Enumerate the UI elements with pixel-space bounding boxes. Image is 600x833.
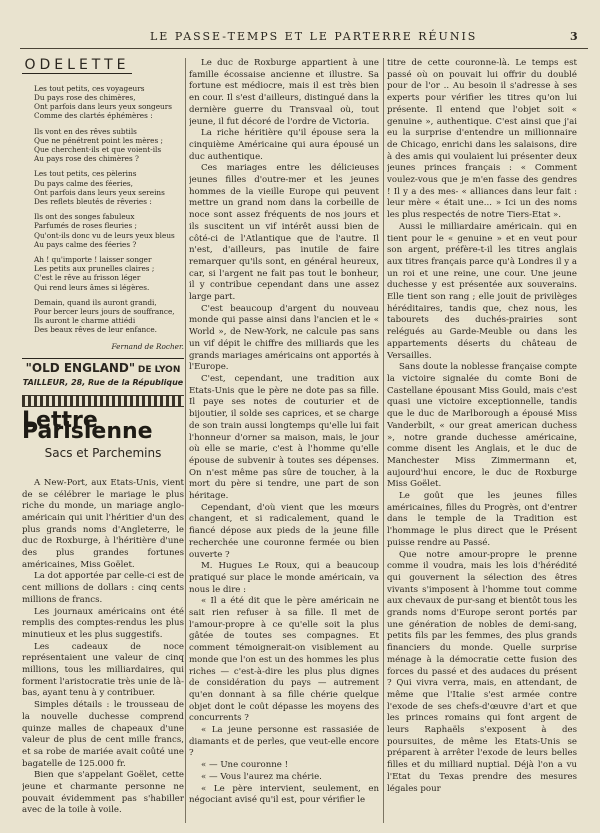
paragraph: C'est, cependant, une tradition aux Etats-Unis que le père ne dote pas sa fille. Il paye ses notes de couturier et de bijoutier, il solde ses caprices, et se charge de son train aussi longtemps qu'elle lui fait l'honneur d'orner sa maison, mais, le jour où elle se marie, c'est à l'homme qu'elle épouse de subvenir à toutes ses dépenses. On n'est même pas sûre de toucher, à la mort du père si tendre, une part de son héritage. [189,373,379,502]
poem-stanza [34,127,184,164]
ad-address: TAILLEUR, 28, Rue de la République [22,377,184,387]
poem-line: Qui rend leurs âmes si légères. [34,282,150,292]
header-rule [20,48,588,49]
ad-name: "OLD ENGLAND" [25,361,136,376]
poem-line: Ils auront le charme attiédi [34,316,136,326]
poem-title: ODELETTE [22,60,132,74]
paragraph: Le goût que les jeunes filles américaines, filles du Progrès, ont d'entrer dans le temple de la Tradition est l'hommage le plus direct que le Présent puisse rendre au Passé. [387,491,577,548]
paragraph: Les cadeaux de noce représentaient une valeur de cinq millions, tous les milliardaires, qui forment l'aristocratie très unie de là-bas, ayant tenu à y contribuer. [22,641,184,699]
paragraph: Les journaux américains ont été remplis des comptes-rendus les plus minutieux et les plus suggestifs. [22,606,184,640]
poem-line: Pour bercer leurs jours de souffrance, [34,306,175,316]
paragraph: « La jeune personne est rassasiée de diamants et de perles, que veut-elle encore ? [189,725,379,759]
paragraph: A New-Port, aux Etats-Unis, vient de se célébrer le mariage le plus riche du monde, un mariage anglo-américain qui unit l'héritier d'un des plus grands noms d'Angleterre, le duc de Roxburge, à l'héritière d'une des plus grandes fortunes américaines, Miss Goëlet. [22,477,184,570]
poem-stanza [34,255,184,292]
newspaper-title: LE PASSE-TEMPS ET LE PARTERRE RÉUNIS [150,30,478,43]
poem-line: Au pays rose des chimères ? [34,154,139,164]
poem-stanza [34,84,184,121]
poem-line: Au pays calme des féeries ? [34,239,137,249]
paragraph: « — Une couronne ! [201,760,289,771]
poem-line: Des reflets bleutés de rêveries : [34,196,152,206]
paragraph: « Le père intervient, seulement, en négociant avisé qu'il est, pour vérifier le [189,783,379,806]
poem-line: Que cherchent-ils et que voient-ils [34,144,162,154]
poem-line: Que ne pénétrent point les mères ; [34,135,163,145]
paragraph: La dot apportée par celle-ci est de cent millions de dollars : cinq cents millions de francs. [22,571,184,605]
poem-line: Du pays calme des féeries, [34,178,133,188]
paragraph: « Il a été dit que le père américain ne sait rien refuser à sa fille. Il met de l'amour-propre à ce qu'elle soit la plus gâtée de toutes ses compagnes. Et comment témoignerait-on visiblement au monde que l'on est un des hommes les plus riches — c'est-à-dire les plus plus dignes de considération du pays — autrement qu'en donnant à sa fille chérie quelque objet dont le coût dépasse les moyens des concurrents ? [189,596,379,724]
paragraph: Sans doute la noblesse française compte la victoire signalée du comte Boni de Castellane épousant Miss Gould, mais c'est quasi une victoire exceptionnelle, tandis que le duc de Marlborough a épousé Miss Vanderbilt, « our great american duchess », notre grande duchesse américaine, comme disent les Anglais, et le duc de Manchester Miss Zimmermann et, aujourd'hui encore, le duc de Roxburge Miss Goëlet. [387,362,577,490]
poem-line: Ils vont en des rêves subtils [34,126,137,136]
paragraph: C'est beaucoup d'argent du nouveau monde qui passe ainsi dans l'ancien et le « World », de New-York, ne calcule pas sans un vif dépit le chiffre des milliards que les grands mariages américains ont apportés à l'Europe. [189,303,379,373]
paragraph: Cependant, d'où vient que les mœurs changent, et si radicalement, quand le fiancé dépose aux pieds de la jeune fille recherchée une couronne fermée ou bien ouverte ? [189,502,379,560]
column-3 [387,58,577,828]
paragraph: M. Hugues Le Roux, qui a beaucoup pratiqué sur place le monde américain, va nous le dire : [189,561,379,595]
poem-stanza [34,169,184,206]
poem-line: Ont parfois dans leurs yeux sereins [34,187,165,197]
poem-stanza [34,212,184,249]
poem-line: C'est le rêve au frisson léger [34,273,141,283]
column-divider [185,58,186,823]
page-number: 3 [570,30,578,43]
paragraph: Que notre amour-propre le prenne comme il voudra, mais les lois d'hérédité qui gouvernent la sélection des êtres vivants s'imposent à l'homme tout comme aux chevaux de pur-sang et bientôt tous les grands noms d'Europe seront portés par une génération de nobles de demi-sang, petits fils par les femmes, des plus grands financiers du monde. Quelle surprise ménage à la démocratie cette fusion des forces du passé et des audaces du présent ? Qui vivra verra, mais, en attendant, de même que l'Italie s'est armée contre l'exode de ses chefs-d'œuvre d'art et que les princes romains qui font argent de leurs Raphaëls s'exposent à des poursuites, de même les Etats-Unis se préparent à arrêter l'exode de leurs belles filles et du milliard nuptial. Déjà l'on a vu l'Etat du Texas prendre des mesures légales pour [387,549,577,794]
paragraph: Le duc de Roxburge appartient à une famille écossaise ancienne et illustre. Sa fortune est médiocre, mais il est très bien en cour. Il s'est d'ailleurs, distingué dans la dernière guerre du Transvaal où, tout jeune, il fut décoré de l'ordre de Victoria. [189,58,379,127]
article-text-col1 [22,478,184,817]
poem-line: Demain, quand ils auront grandi, [34,297,157,307]
paragraph: La riche héritière qu'il épouse sera la cinquième Américaine qui aura épousé un duc authentique. [189,128,379,162]
poem-line: Qu'ont-ils donc vu de leurs yeux bleus [34,230,175,240]
poem-line: Des beaux rêves de leur enfance. [34,325,157,335]
paragraph: « — Vous l'aurez ma chérie. [201,771,322,782]
poem-line: Comme des clartés éphémères : [34,111,153,121]
ad-city: DE LYON [137,365,181,376]
column-divider [383,58,384,823]
poem-line: Du pays rose des chimères, [34,92,136,102]
poem-stanza [34,298,184,335]
paragraph: Simples détails : le trousseau de la nouvelle duchesse comprend quinze malles de chapeaux d'une valeur de plus de cent mille francs, et sa robe de mariée avait coûté une bagatelle de 125.000 fr. [22,700,184,769]
paragraph: titre de cette couronne-là. Le temps est passé où on pouvait lui offrir du doublé pour de l'or .. Au besoin il s'adresse à ses experts pour vérifier les titres qu'on lui présente. Il entend que l'objet soit « genuine », authentique. C'est ainsi que j'ai eu la surprise d'entendre un millionnaire de Chicago, enrichi dans les salaisons, dire à des amis qui voulaient lui présenter deux jeunes princes français : « Comment voulez-vous que je m'en fasse des gendres ! Il y a des mes- « alliances dans leur fait : leur mère « était une... » Ici un des noms les plus respectés de notre Tiers-Etat ». [387,58,577,221]
poem-body [22,84,184,335]
poem-line: Parfumés de roses fleuries ; [34,221,137,231]
poem-line: Les tout petits, ces pèlerins [34,169,137,179]
poem-line: Ont parfois dans leurs yeux songeurs [34,102,172,112]
poem-line: Ils ont des songes fabuleux [34,212,135,222]
column-2 [189,58,379,828]
article-title: Lettre Parisienne [22,407,153,445]
paragraph: Ces mariages entre les délicieuses jeunes filles d'outre-mer et les jeunes hommes de la vieille Europe qui peuvent mettre un grand nom dans la corbeille de noce sont assez fréquents de nos jours et ils suscitent un vif intérêt aussi bien de côté-ci de l'Atlantique que de l'autre. Il n'est, d'ailleurs, pas inutile de faire remarquer qu'ils sont, en général heureux, car, si l'argent ne fait pas tout le bonheur, il y contribue cependant dans une assez large part. [189,163,379,303]
page-header [0,30,600,50]
article-subtitle: Sacs et Parchemins [44,446,162,461]
poem-author: Fernand de Rocher. [111,341,184,351]
decorative-band [22,395,184,407]
poem-line: Les petits aux prunelles claires ; [34,264,155,274]
paragraph: Aussi le milliardaire américain. qui en tient pour le « genuine » et en veut pour son argent, préfère-t-il les titres anglais aux titres français parce qu'à Londres il y a un roi et une reine, une cour. Une jeune duchesse y est présentée aux souverains. Elle tient son rang ; elle jouit de privilèges héréditaires, tandis que, chez nous, les tabourets des duchés-prairies sont relégués au Garde-Meuble ou dans les appartements déserts du château de Versailles. [387,221,577,361]
advertisement [22,363,184,388]
poem-line: Ah ! qu'importe ! laisser songer [34,254,152,264]
poem-line: Les tout petits, ces voyageurs [34,83,145,93]
divider [22,358,184,359]
column-1 [22,58,184,828]
paragraph: Bien que s'appelant Goëlet, cette jeune et charmante personne ne pouvait évidemment pas s'habiller avec de la toile à voile. [22,770,184,816]
